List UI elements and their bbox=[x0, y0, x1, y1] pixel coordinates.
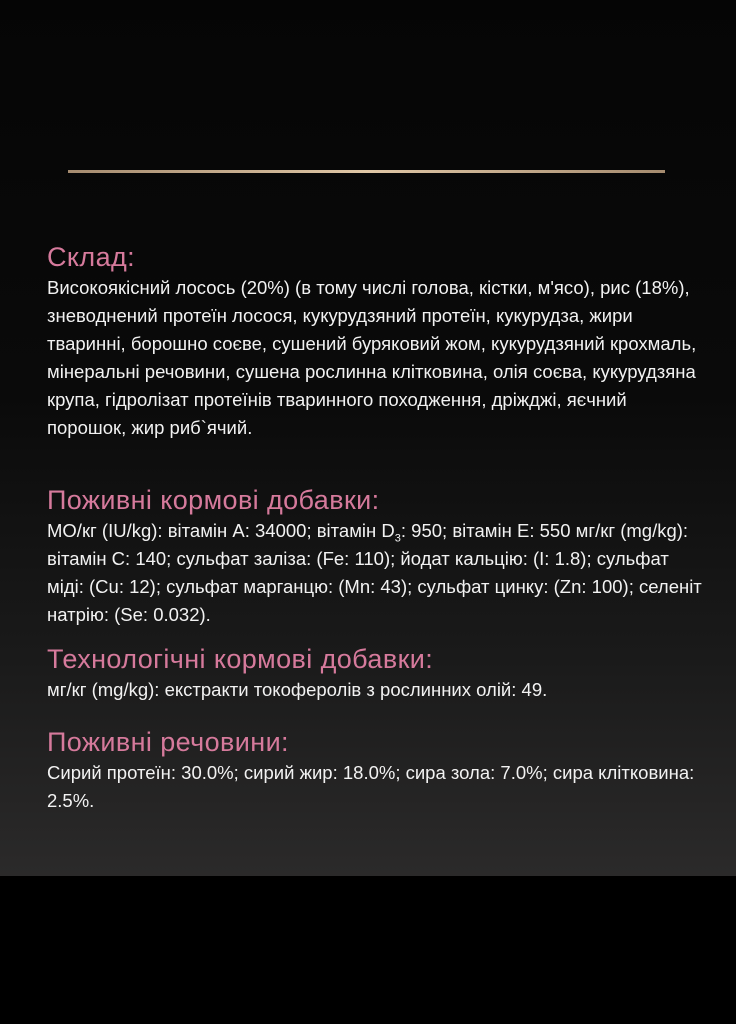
gold-divider bbox=[68, 170, 665, 173]
nutritional-additives-text-part2: : 950; вітамін E: 550 мг/кг (mg/kg): вітамін C: 140; сульфат заліза: (Fe: 110); йодат кальцію: (I: 1.8); сульфат міді: (Cu: 12); сульфат марганцю: (Mn: 43); сульфат цинку: (Zn: 100); селеніт натрію: (Se: 0.032). bbox=[47, 520, 702, 625]
nutritional-additives-text bbox=[47, 517, 707, 629]
technological-additives-section bbox=[47, 642, 547, 704]
technological-additives-text: мг/кг (mg/kg): екстракти токоферолів з рослинних олій: 49. bbox=[47, 679, 548, 700]
composition-section bbox=[47, 240, 707, 442]
nutritional-additives-heading: Поживні кормові добавки: bbox=[47, 485, 380, 515]
technological-additives-heading: Технологічні кормові добавки: bbox=[47, 644, 434, 674]
bottom-band bbox=[0, 876, 736, 1024]
nutritional-additives-section bbox=[47, 483, 707, 629]
composition-text: Високоякісний лосось (20%) (в тому числі голова, кістки, м'ясо), рис (18%), зневоднений протеїн лосося, кукурудзяний протеїн, кукурудза, жири тваринні, борошно соєве, сушений буряковий жом, кукурудзяний крохмаль, мінеральні речовини, сушена рослинна клітковина, олія соєва, кукурудзяна крупа, гідролізат протеїнів тваринного походження, дріжджі, яєчний порошок, жир риб`ячий. bbox=[47, 277, 697, 438]
nutrients-section bbox=[47, 725, 707, 815]
vitamin-d-subscript: 3 bbox=[394, 532, 401, 545]
nutrients-text: Сирий протеїн: 30.0%; сирий жир: 18.0%; сира зола: 7.0%; сира клітковина: 2.5%. bbox=[47, 762, 695, 811]
composition-heading: Склад: bbox=[47, 242, 136, 272]
nutrients-heading: Поживні речовини: bbox=[47, 727, 289, 757]
nutritional-additives-text-part1: МО/кг (IU/kg): вітамін A: 34000; вітамін D bbox=[47, 520, 395, 541]
